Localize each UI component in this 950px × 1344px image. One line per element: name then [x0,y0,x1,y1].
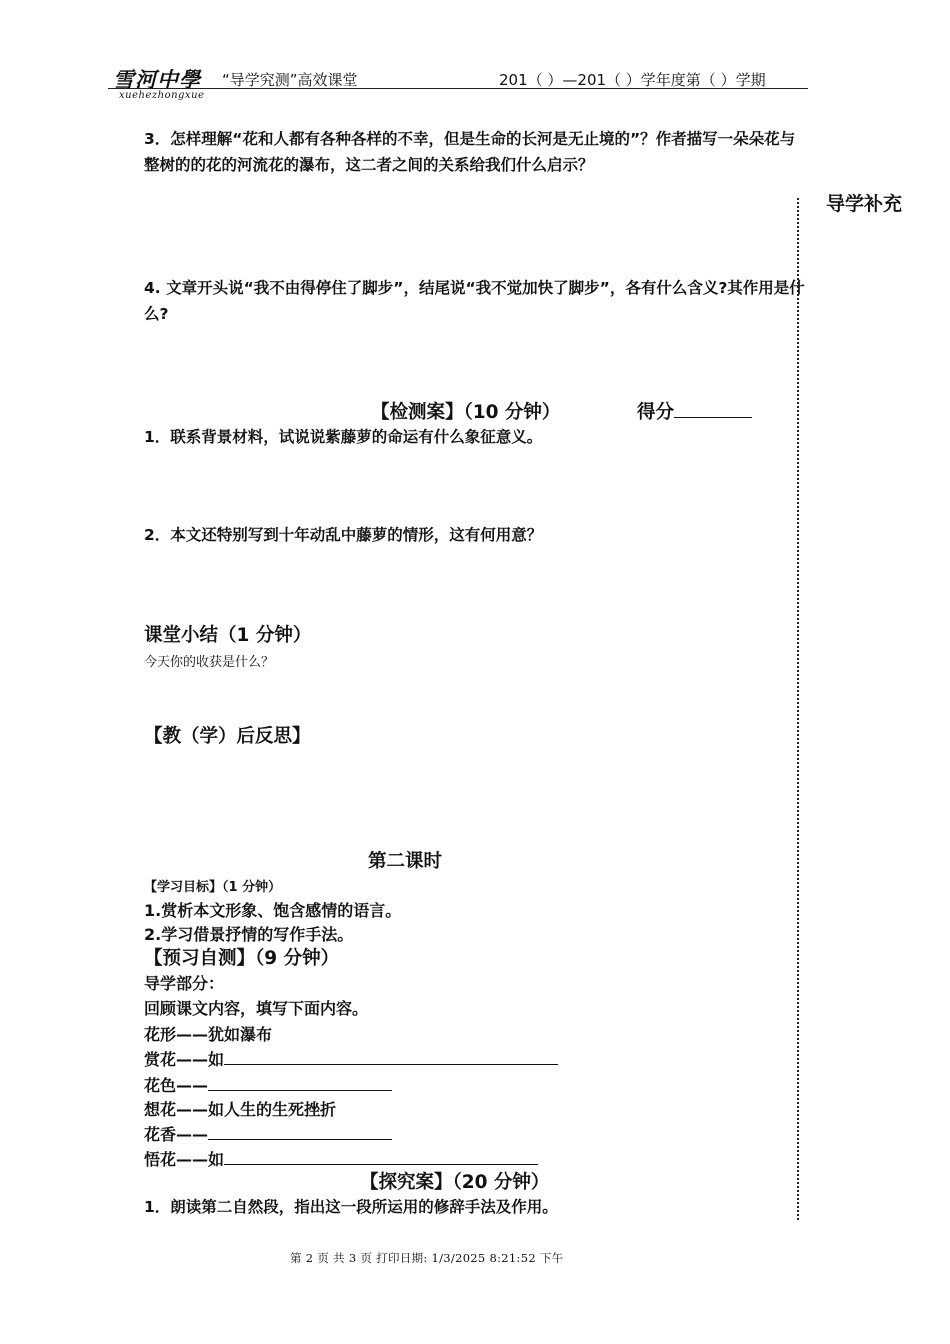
answer-blank-color[interactable] [208,1072,392,1091]
question-3: 3．怎样理解“花和人都有各种各样的不幸，但是生命的长河是无止境的”？作者描写一朵朵花与整树的的花的河流花的瀑布，这二者之间的关系给我们什么启示？ [144,130,796,174]
instruction-text: 回顾课文内容，填写下面内容。 [144,999,369,1018]
score-label: 得分 [637,402,675,423]
preview-section-title: 【预习自测】（9 分钟） [144,948,340,969]
course-title: “导学究测”高效课堂 [222,71,358,89]
fill-line-flower-scent [144,1121,392,1145]
reflection-title: 【教（学）后反思】 [144,726,311,747]
explore-section-title: 【探究案】（20 分钟） [360,1172,550,1193]
side-column-title: 导学补充 [826,193,903,215]
term-info: 201（ ）—201（ ）学年度第（ ）学期 [499,71,766,89]
learning-goal-1: 1.赏析本文形象、饱含感情的语言。 [144,901,402,920]
fill-line-label: 悟花——如 [144,1150,225,1169]
fill-line-think-flower: 想花——如人生的生死挫折 [144,1100,337,1119]
side-dotted-divider [797,198,799,1220]
fill-line-label: 赏花——如 [144,1050,225,1069]
learning-goals-label: 【学习目标】（1 分钟） [144,880,282,895]
summary-prompt: 今天你的收获是什么？ [144,655,275,670]
lesson2-title: 第二课时 [368,851,443,872]
test-question-2: 2．本文还特别写到十年动乱中藤萝的情形，这有何用意？ [144,526,543,544]
answer-blank-enjoy[interactable] [224,1046,558,1065]
test-question-1: 1．联系背景材料，试说说紫藤萝的命运有什么象征意义。 [144,428,543,446]
test-section-title: 【检测案】（10 分钟） [371,402,561,423]
question-4: 4. 文章开头说“我不由得停住了脚步”，结尾说“我不觉加快了脚步”，各有什么含义?其作用是什么? [144,279,805,323]
school-logo: 雪河中學 [113,67,201,92]
summary-title: 课堂小结（1 分钟） [144,625,312,646]
page-footer: 第 2 页 共 3 页 打印日期: 1/3/2025 8:21:52 下午 [290,1251,564,1265]
answer-blank-scent[interactable] [208,1121,392,1140]
school-logo-pinyin: xuehezhongxue [119,90,205,101]
score-blank[interactable] [674,399,752,418]
fill-line-understand-flower [144,1146,538,1170]
fill-line-flower-color [144,1072,392,1096]
fill-line-enjoy-flower [144,1046,558,1070]
learning-goal-2: 2.学习借景抒情的写作手法。 [144,925,354,944]
fill-line-flower-shape: 花形——犹如瀑布 [144,1025,273,1044]
header-divider [108,88,808,89]
guide-label: 导学部分： [144,974,225,993]
explore-question-1: 1．朗读第二自然段，指出这一段所运用的修辞手法及作用。 [144,1198,558,1216]
fill-line-label: 花香—— [144,1125,209,1144]
fill-line-label: 花色—— [144,1076,209,1095]
score-field [637,398,752,424]
answer-blank-understand[interactable] [224,1146,538,1165]
